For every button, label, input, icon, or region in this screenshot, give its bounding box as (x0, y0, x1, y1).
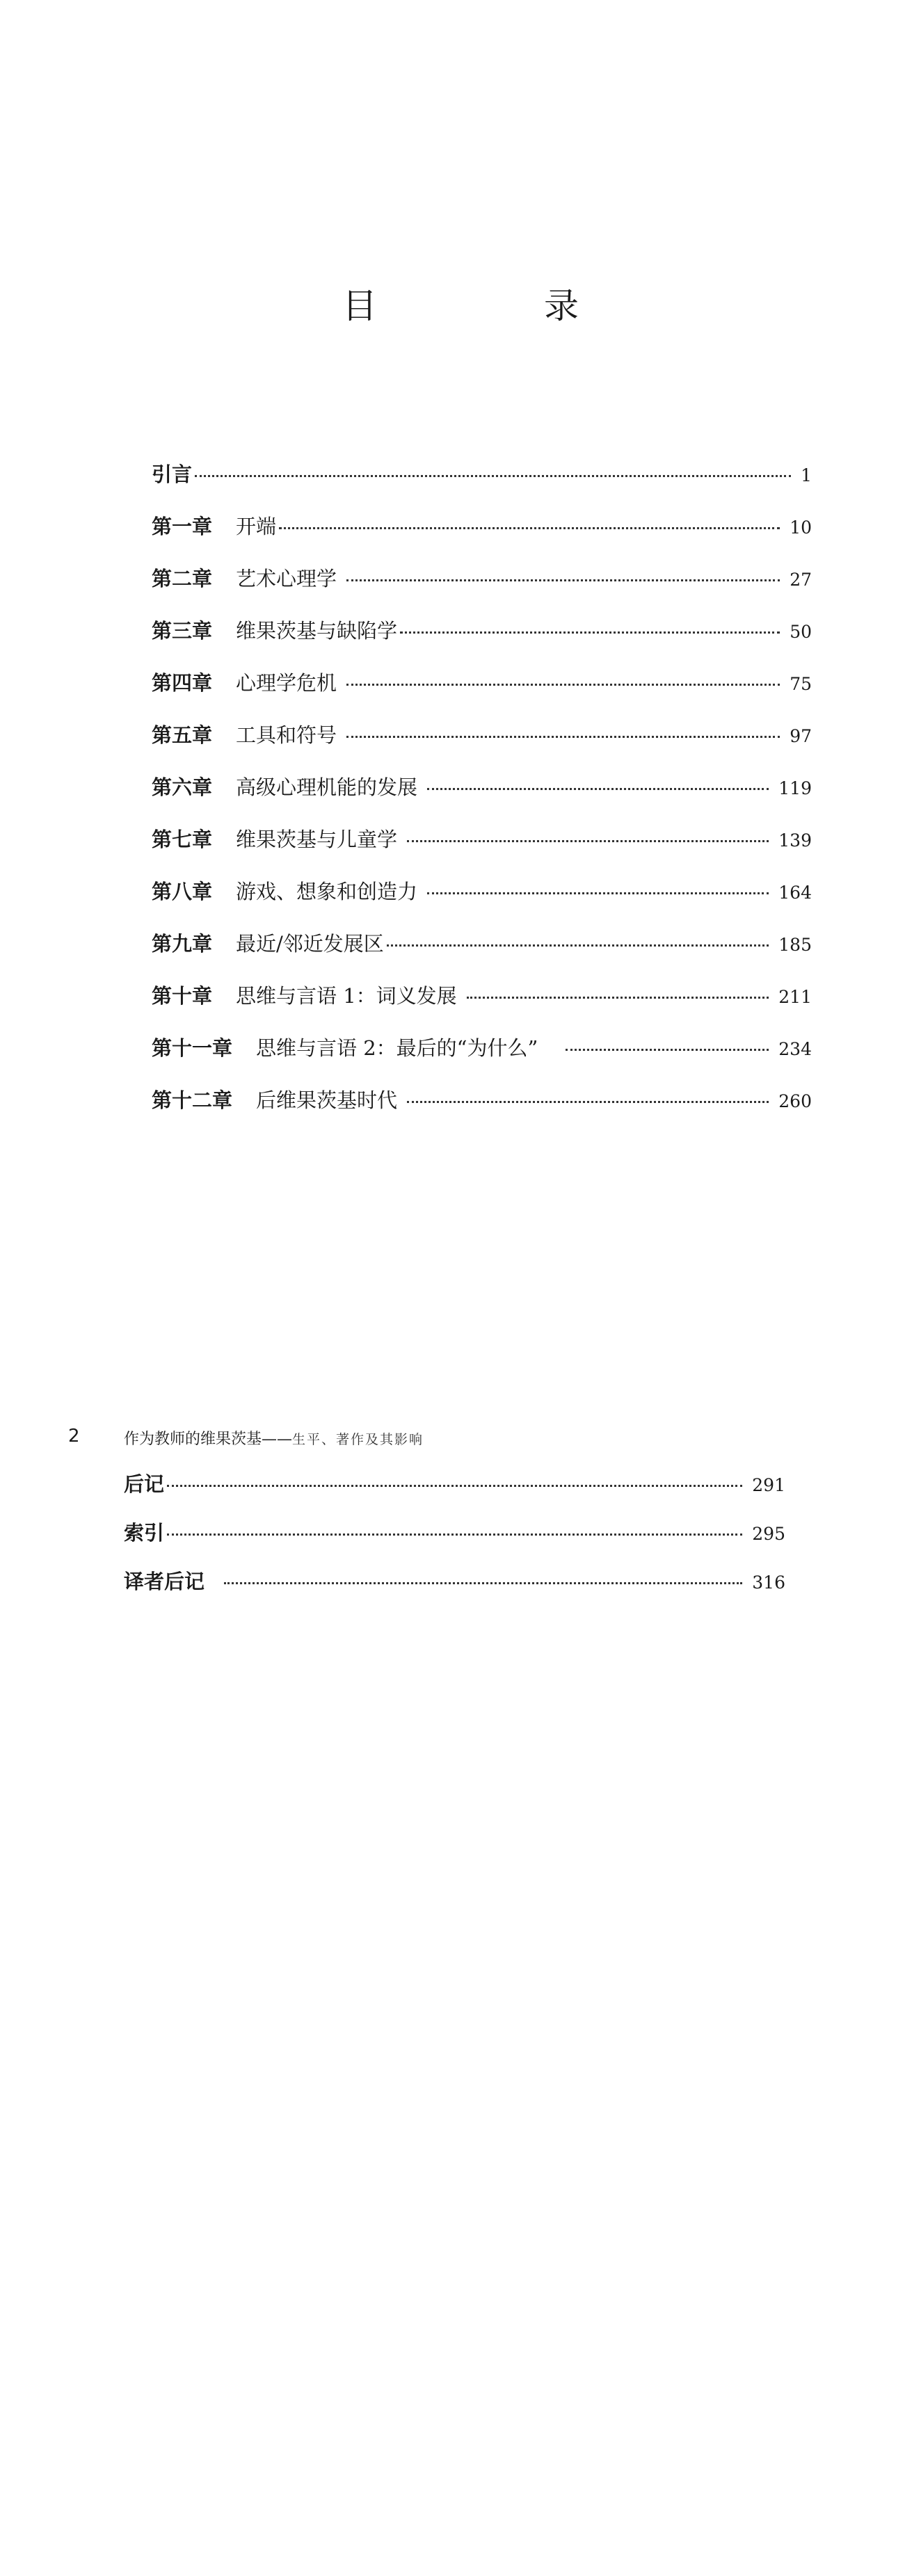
toc-entry-page: 139 (778, 830, 812, 851)
toc-entry-chapter: 第一章 (152, 515, 213, 538)
toc-entry[interactable] (152, 668, 812, 695)
toc-entry[interactable] (152, 459, 812, 487)
toc-entry-title: 心理学危机 (236, 671, 337, 695)
toc-entry-chapter: 第四章 (152, 671, 213, 695)
toc-entry-page: 50 (790, 622, 812, 642)
toc-entry-chapter: 引言 (152, 462, 193, 486)
toc-entry-title: 游戏、想象和创造力 (236, 880, 418, 903)
dot-leader (427, 788, 769, 790)
toc-entry-title: 工具和符号 (236, 723, 337, 747)
toc-entry-chapter: 第六章 (152, 775, 213, 799)
toc-entry-page: 211 (778, 987, 812, 1007)
toc-entry-chapter: 第七章 (152, 828, 213, 851)
toc-entry-chapter: 索引 (124, 1521, 165, 1545)
toc-entry-title: 艺术心理学 (236, 567, 337, 590)
dot-leader (195, 475, 791, 477)
toc-entry-page: 316 (752, 1572, 785, 1593)
toc-entry-chapter: 第十二章 (152, 1088, 233, 1112)
toc-entry-title: 最近/邻近发展区 (236, 932, 384, 956)
toc-entry-page: 27 (790, 570, 812, 590)
toc-entry[interactable] (152, 876, 812, 904)
toc-entry[interactable] (152, 1033, 812, 1061)
book-subtitle: 生平、著作及其影响 (292, 1432, 424, 1447)
toc-entry-chapter: 第五章 (152, 723, 213, 747)
dot-leader (387, 944, 769, 947)
toc-entry[interactable] (152, 511, 812, 539)
dot-leader (224, 1582, 742, 1584)
toc-entry-chapter: 第二章 (152, 567, 213, 590)
toc-entry-chapter: 第九章 (152, 932, 213, 956)
toc-entry[interactable] (124, 1566, 785, 1594)
toc-entry-title: 维果茨基与缺陷学 (236, 619, 398, 643)
dot-leader (346, 579, 780, 581)
dot-leader (279, 527, 780, 529)
toc-entry-title: 思维与言语 1：词义发展 (236, 984, 457, 1008)
toc-page-2 (0, 1287, 921, 2576)
toc-entry[interactable] (152, 772, 812, 800)
toc-entry-page: 75 (790, 674, 812, 694)
toc-entry[interactable] (124, 1518, 785, 1545)
toc-entry[interactable] (124, 1469, 785, 1497)
toc-entry-page: 119 (778, 778, 812, 798)
toc-entry-page: 295 (752, 1524, 785, 1544)
toc-entry-title: 后维果茨基时代 (256, 1088, 398, 1112)
dot-leader (407, 1101, 769, 1103)
toc-entry-chapter: 第十一章 (152, 1036, 233, 1060)
toc-entry-title: 维果茨基与儿童学 (236, 828, 398, 851)
toc-entry[interactable] (152, 563, 812, 591)
toc-entry-page: 1 (801, 465, 812, 485)
dot-leader (346, 684, 780, 686)
toc-entry-chapter: 第三章 (152, 619, 213, 643)
toc-entry[interactable] (152, 824, 812, 852)
toc-entry[interactable] (152, 981, 812, 1008)
toc-entry-page: 10 (790, 517, 812, 538)
toc-entry-chapter: 第八章 (152, 880, 213, 903)
dot-leader (427, 892, 769, 894)
toc-entry-page: 185 (778, 935, 812, 955)
dot-leader (467, 997, 769, 999)
toc-entry-page: 291 (752, 1475, 785, 1495)
dot-leader (167, 1485, 742, 1487)
dot-leader (400, 631, 780, 634)
toc-entry-chapter: 第十章 (152, 984, 213, 1008)
dot-leader (346, 736, 780, 738)
toc-entry-page: 164 (778, 883, 812, 903)
toc-entry[interactable] (152, 1085, 812, 1113)
toc-title: 目 录 (342, 286, 645, 326)
book-title-main: 作为教师的维果茨基—— (124, 1431, 293, 1448)
toc-entry-title: 开端 (236, 515, 277, 538)
toc-entry-chapter: 后记 (124, 1472, 165, 1496)
dot-leader (566, 1049, 769, 1051)
toc-page-1 (0, 0, 921, 1287)
toc-entry-page: 234 (778, 1039, 812, 1059)
toc-entry-page: 97 (790, 726, 812, 746)
toc-entry-chapter: 译者后记 (124, 1570, 205, 1593)
page-number: 2 (68, 1426, 80, 1447)
toc-entry-title: 思维与言语 2：最后的“为什么” (256, 1036, 538, 1060)
toc-entry-title: 高级心理机能的发展 (236, 775, 418, 799)
toc-entry[interactable] (152, 720, 812, 748)
toc-entry[interactable] (152, 615, 812, 643)
dot-leader (167, 1533, 742, 1536)
toc-entry[interactable] (152, 928, 812, 956)
dot-leader (407, 840, 769, 842)
toc-entry-page: 260 (778, 1091, 812, 1111)
